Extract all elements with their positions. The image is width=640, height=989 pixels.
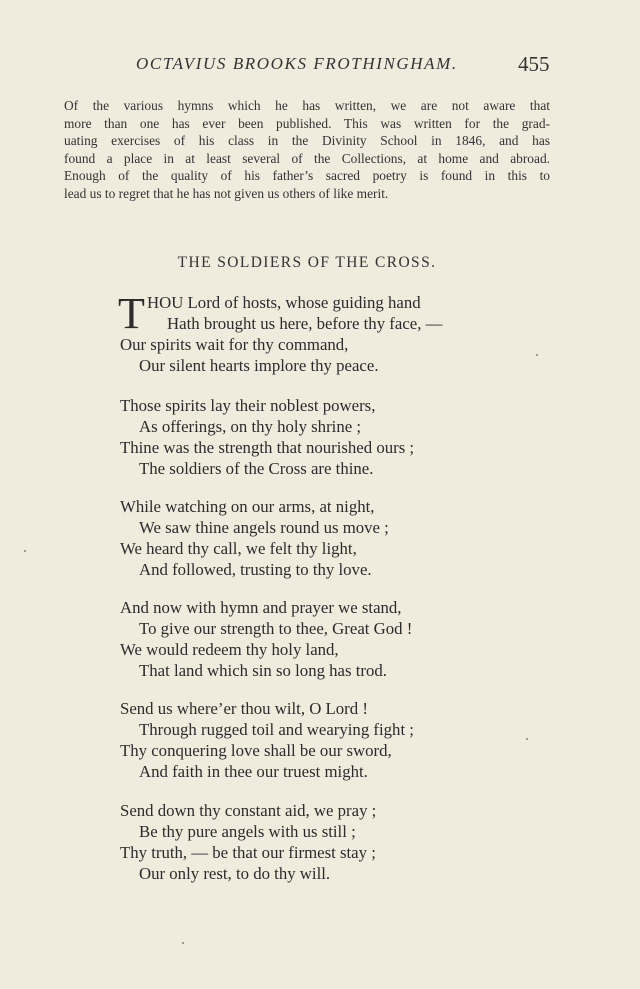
poem-line: Thine was the strength that nourished ours ; [120,438,415,457]
poem-line: Send us where’er thou wilt, O Lord ! [120,699,368,718]
poem-line: Hath brought us here, before thy face, — [167,314,443,333]
intro-paragraph [64,97,550,203]
stanza-1 [118,289,443,376]
stanza-6 [120,800,376,884]
intro-line: uating exercises of his class in the Divinity School in 1846, and has [64,133,550,149]
poem-line: And now with hymn and prayer we stand, [120,598,402,617]
drop-cap: T [118,289,145,338]
intro-line: more than one has ever been published. This was written for the grad- [64,115,550,131]
poem-line: Thy conquering love shall be our sword, [120,741,392,760]
poem-line: While watching on our arms, at night, [120,497,375,516]
intro-line: Of the various hymns which he has written, we are not aware that [64,98,550,113]
stanza-5 [120,698,414,782]
paper-speck [182,942,184,944]
stanza-3 [120,496,389,580]
poem-line: And followed, trusting to thy love. [139,560,372,579]
poem-line: As offerings, on thy holy shrine ; [139,417,362,436]
poem-line: To give our strength to thee, Great God ! [139,619,413,638]
stanza-4 [120,597,412,681]
intro-line: Enough of the quality of his father’s sacred poetry is found in this to [64,168,550,184]
poem-line: Those spirits lay their noblest powers, [120,396,376,415]
paper-speck [536,354,538,356]
poem-line: We would redeem thy holy land, [120,640,339,659]
poem-title: THE SOLDIERS OF THE CROSS. [177,254,437,271]
poem-line: HOU Lord of hosts, whose guiding hand [147,293,421,312]
paper-speck [24,550,26,552]
page-number: 455 [518,52,550,76]
intro-line: lead us to regret that he has not given us others of like merit. [64,185,389,201]
running-title: OCTAVIUS BROOKS FROTHINGHAM. [136,54,458,73]
poem-line: Our spirits wait for thy command, [120,335,349,354]
poem-line: Thy truth, — be that our firmest stay ; [120,843,376,862]
poem-line: Our only rest, to do thy will. [139,864,331,883]
poem-line: The soldiers of the Cross are thine. [139,459,374,478]
poem-line: Our silent hearts implore thy peace. [139,356,379,375]
poem-line: Send down thy constant aid, we pray ; [120,801,377,820]
paper-speck [526,738,528,740]
poem-line: Be thy pure angels with us still ; [139,822,356,841]
stanza-2 [120,395,414,479]
poem-line: We saw thine angels round us move ; [139,518,389,537]
poem-line: Through rugged toil and wearying fight ; [139,720,414,739]
poem-line: And faith in thee our truest might. [139,762,368,781]
poem-line: That land which sin so long has trod. [139,661,387,680]
intro-line: found a place in at least several of the Collections, at home and abroad. [64,150,550,166]
poem-line: We heard thy call, we felt thy light, [120,539,357,558]
